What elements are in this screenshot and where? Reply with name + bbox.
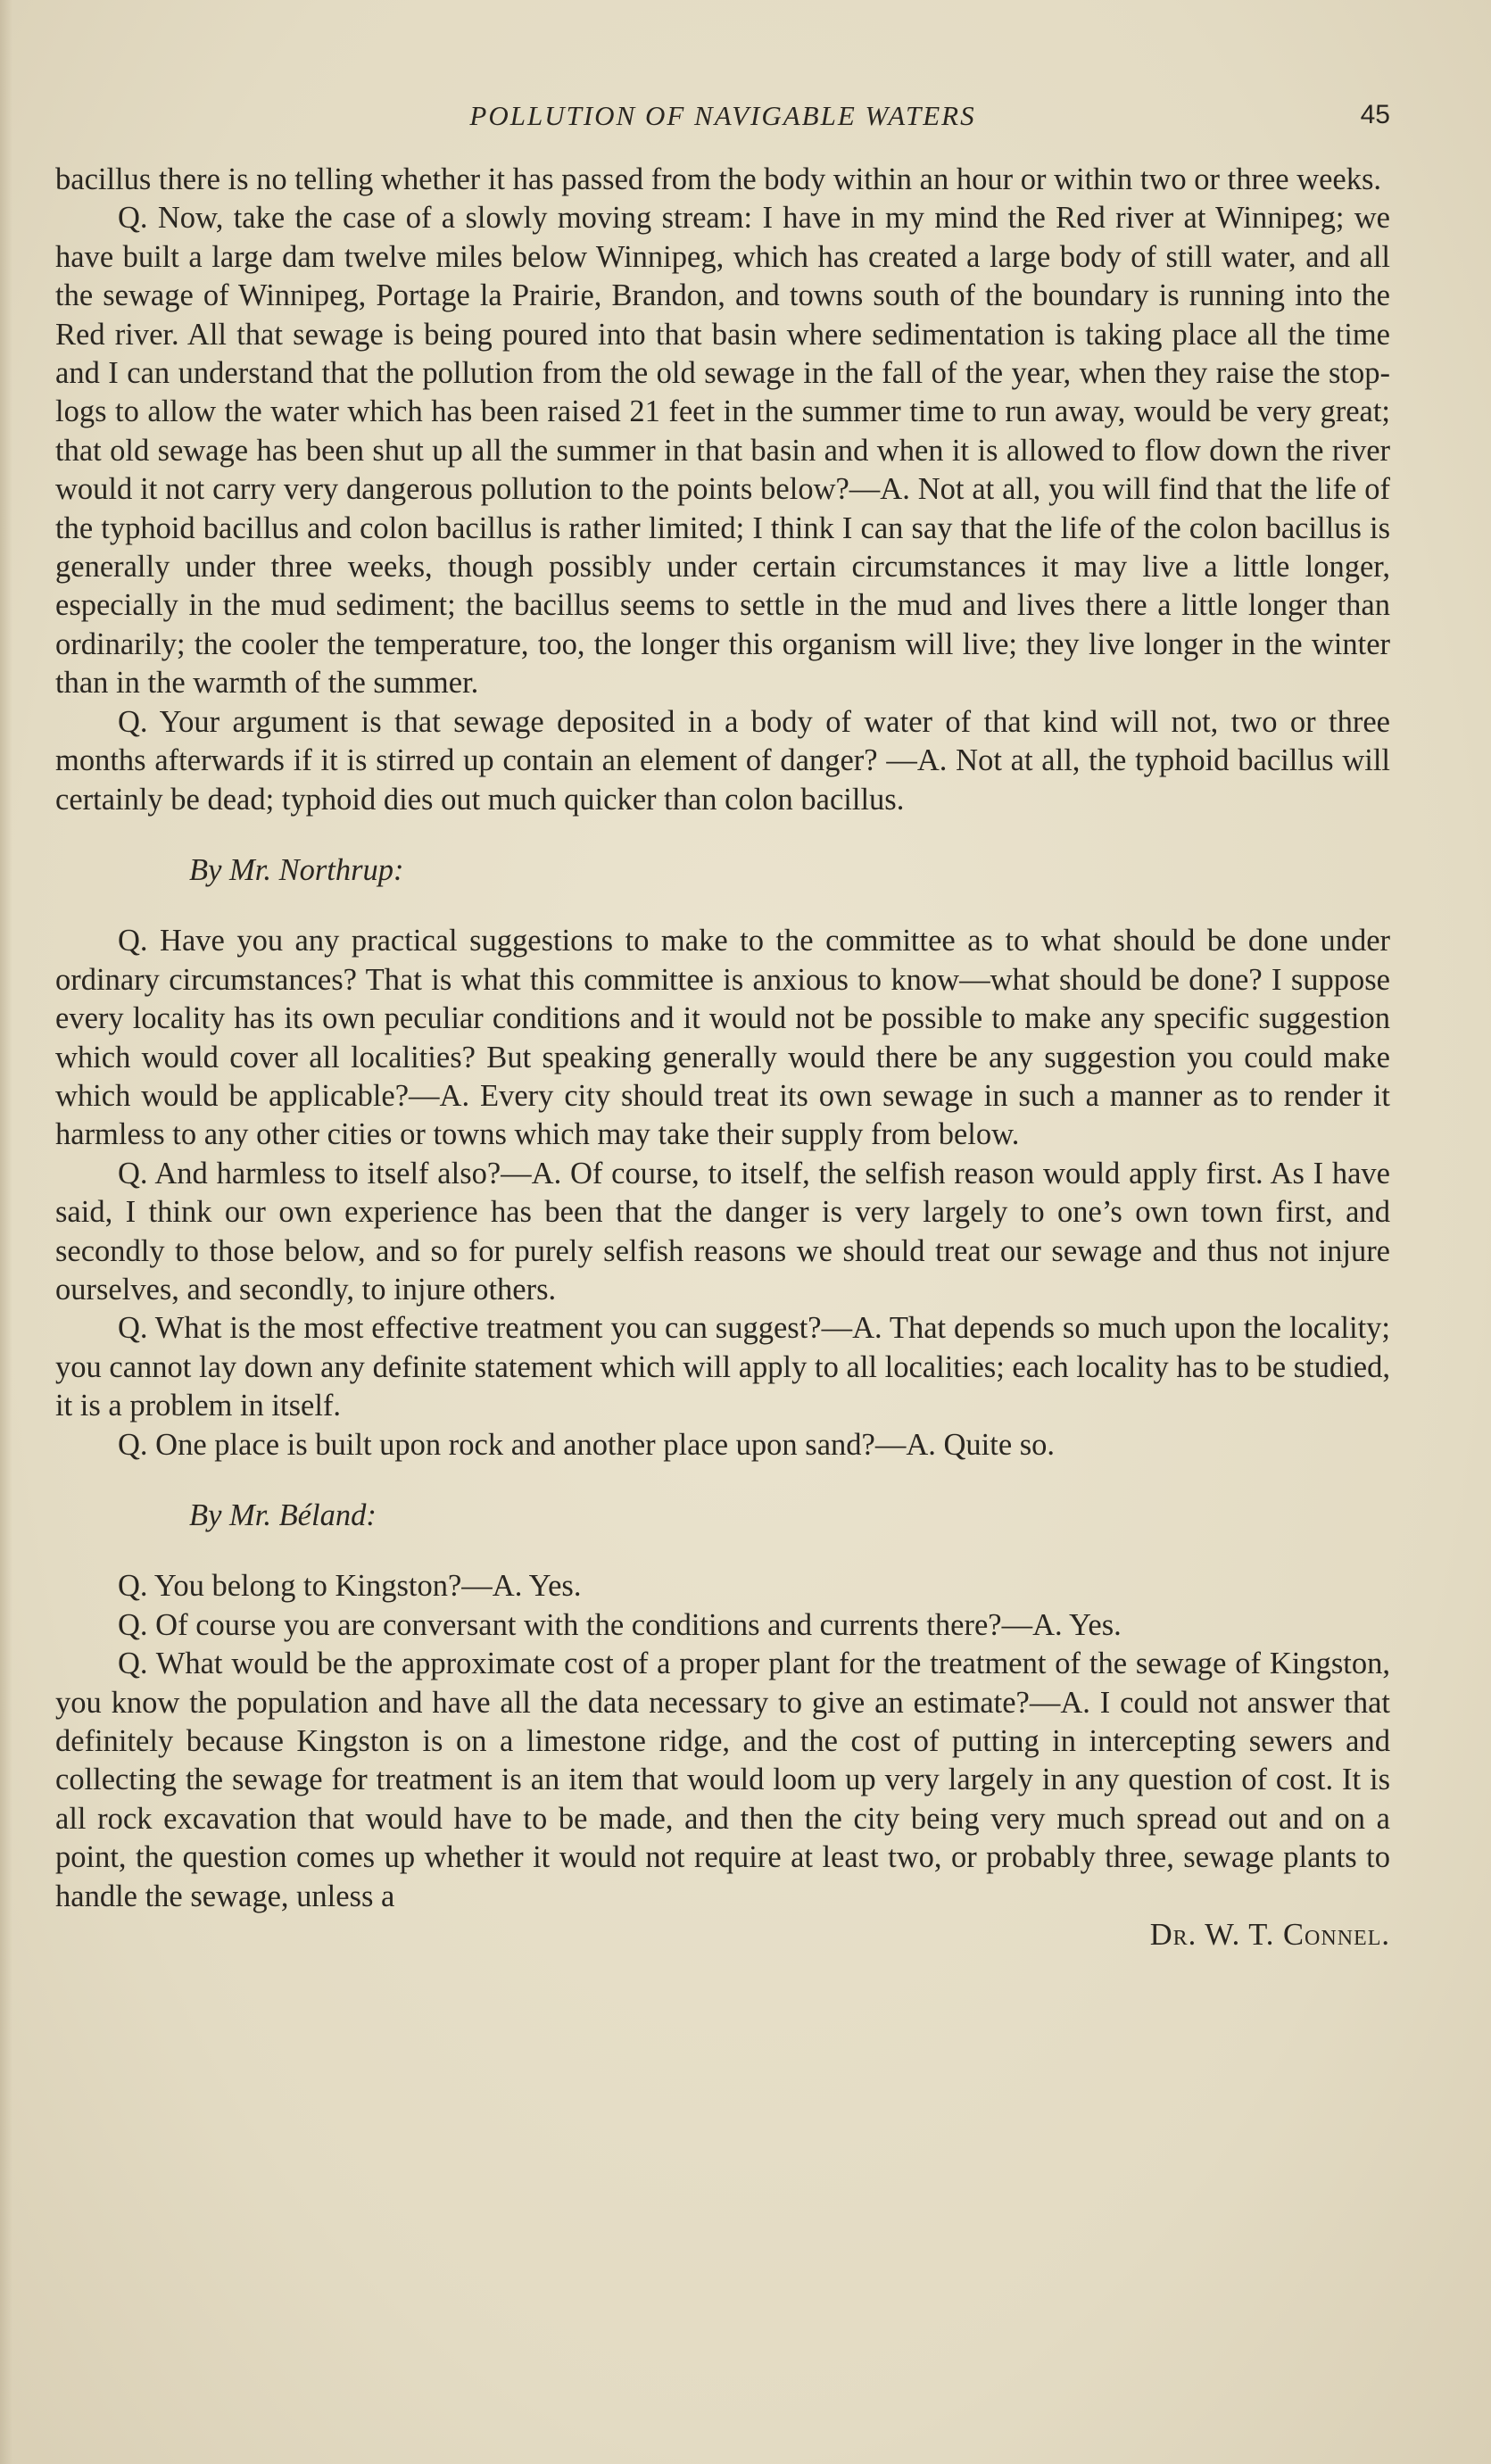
witness-signature: Dr. W. T. Connel. — [1149, 1918, 1390, 1953]
speaker-byline: By Mr. Northrup: — [189, 852, 404, 887]
running-title: POLLUTION OF NAVIGABLE WATERS — [469, 100, 976, 131]
paragraph: Q. One place is built upon rock and another place upon sand?—A. Quite so. — [118, 1427, 1056, 1462]
paragraph: Q. What is the most effective treatment you can suggest?—A. That depends so much upon the locality; you cannot lay down any definite statement which will apply to all localities; each locality has to be studied, it is a problem in itself. — [55, 1311, 1390, 1423]
paragraph: Q. Have you any practical suggestions to make to the committee as to what should be done under ordinary circumstances? That is what this committee is anxious to know—what should be done? I suppose every locality has its own peculiar conditions and it would not be possible to make any specific suggestion which would cover all localities? But speaking generally would there be any suggestion you could make which would be applicable?—A. Every city should treat its own sewage in such a manner as to render it harmless to any other cities or towns which may take their supply from below. — [55, 924, 1390, 1152]
page-edge-shadow — [0, 0, 12, 2464]
paragraph: Q. Your argument is that sewage deposited in a body of water of that kind will not, two or three months afterwards if it is stirred up contain an element of danger? —A. Not at all, the typhoid bacillus will certainly be dead; typhoid dies out much quicker than colon bacillus. — [55, 704, 1390, 817]
paragraph: Q. Of course you are conversant with the conditions and currents there?—A. Yes. — [118, 1607, 1122, 1642]
page-number: 45 — [1360, 100, 1390, 129]
body-text — [55, 161, 1390, 1954]
paragraph: Q. Now, take the case of a slowly moving stream: I have in my mind the Red river at Winnipeg; we have built a large dam twelve miles below Winnipeg, which has created a large body of still water, and all the sewage of Winnipeg, Portage la Prairie, Brandon, and towns south of the boundary is running into the Red river. All that sewage is being poured into that basin where sedimentation is taking place all the time and I can understand that the pollution from the old sewage in the fall of the year, when they raise the stop-logs to allow the water which has been raised 21 feet in the summer time to run away, would be very great; that old sewage has been shut up all the summer in that basin and when it is allowed to flow down the river would it not carry very dangerous pollution to the points below?—A. Not at all, you will find that the life of the typhoid bacillus and colon bacillus is rather limited; I think I can say that the life of the colon bacillus is generally under three weeks, though possibly under certain circumstances it may live a little longer, especially in the mud sediment; the bacillus seems to settle in the mud and lives there a little longer than ordinarily; the cooler the temperature, too, the longer this organism will live; they live longer in the winter than in the warmth of the summer. — [55, 201, 1390, 701]
page-header — [55, 96, 1390, 136]
paragraph: Q. You belong to Kingston?—A. Yes. — [118, 1569, 582, 1604]
paragraph: bacillus there is no telling whether it has passed from the body within an hour or within two or three weeks. — [55, 162, 1382, 196]
speaker-byline: By Mr. Béland: — [189, 1498, 377, 1532]
paragraph: Q. What would be the approximate cost of a proper plant for the treatment of the sewage of Kingston, you know the population and have all the data necessary to give an estimate?—A. I could not answer that definitely because Kingston is on a limestone ridge, and the cost of putting in intercepting sewers and collecting the sewage for treatment is an item that would loom up very largely in any question of cost. It is all rock excavation that would have to be made, and then the city being very much spread out and on a point, the question comes up whether it would not require at least two, or probably three, sewage plants to handle the sewage, unless a — [55, 1647, 1390, 1913]
paragraph: Q. And harmless to itself also?—A. Of course, to itself, the selfish reason would apply first. As I have said, I think our own experience has been that the danger is very largely to one’s own town first, and secondly to those below, and so for purely selfish reasons we should treat our sewage and thus not injure ourselves, and secondly, to injure others. — [55, 1156, 1390, 1307]
